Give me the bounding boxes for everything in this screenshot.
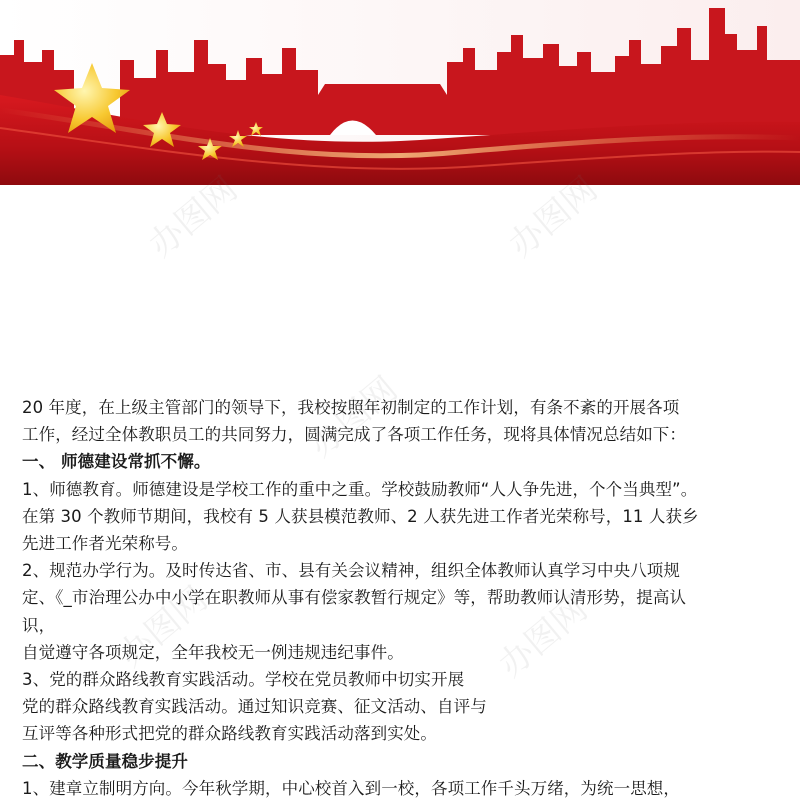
paragraph-line: 互评等各种形式把党的群众路线教育实践活动落到实处。 [22, 724, 437, 744]
watermark-text: 办图网 [301, 369, 406, 466]
section-heading: 一、 师德建设常抓不懈。 [22, 452, 211, 472]
paragraph-line: 党的群众路线教育实践活动。通过知识竞赛、征文活动、自评与 [22, 697, 487, 717]
watermark-text: 办图网 [141, 169, 246, 266]
skyline-banner-graphic [0, 0, 800, 185]
paragraph-line: 识， [22, 615, 56, 635]
paragraph-line: 在第 30 个教师节期间，我校有 5 人获县模范教师、2 人获先进工作者光荣称号，11 人获乡 [22, 506, 699, 526]
paragraph-line: 1、师德教育。师德建设是学校工作的重中之重。学校鼓励教师“人人争先进，个个当典型”。 [22, 479, 698, 499]
watermark-text: 办图网 [491, 589, 596, 686]
watermark-text: 办图网 [501, 169, 606, 266]
paragraph-line: 先进工作者光荣称号。 [22, 534, 188, 554]
paragraph-line: 工作，经过全体教职员工的共同努力，圆满完成了各项工作任务，现将具体情况总结如下： [22, 425, 686, 445]
document-body [22, 394, 782, 802]
paragraph-line: 20 年度，在上级主管部门的领导下，我校按照年初制定的工作计划，有条不紊的开展各项 [22, 398, 680, 417]
section-heading: 二、教学质量稳步提升 [22, 751, 188, 771]
paragraph-line: 2、规范办学行为。及时传达省、市、县有关会议精神，组织全体教师认真学习中央八项规 [22, 561, 680, 581]
paragraph-line: 1、建章立制明方向。今年秋学期，中心校首入到一校，各项工作千头万绪，为统一思想， [22, 778, 680, 798]
paragraph-line: 3、党的群众路线教育实践活动。学校在党员教师中切实开展 [22, 670, 465, 690]
header-banner [0, 0, 800, 185]
paragraph-line: 定、《_市治理公办中小学在职教师从事有偿家教暂行规定》等，帮助教师认清形势，提高认 [22, 588, 687, 608]
watermark-text: 办图网 [111, 579, 216, 676]
paragraph-line: 自觉遵守各项规定，全年我校无一例违规违纪事件。 [22, 642, 404, 662]
